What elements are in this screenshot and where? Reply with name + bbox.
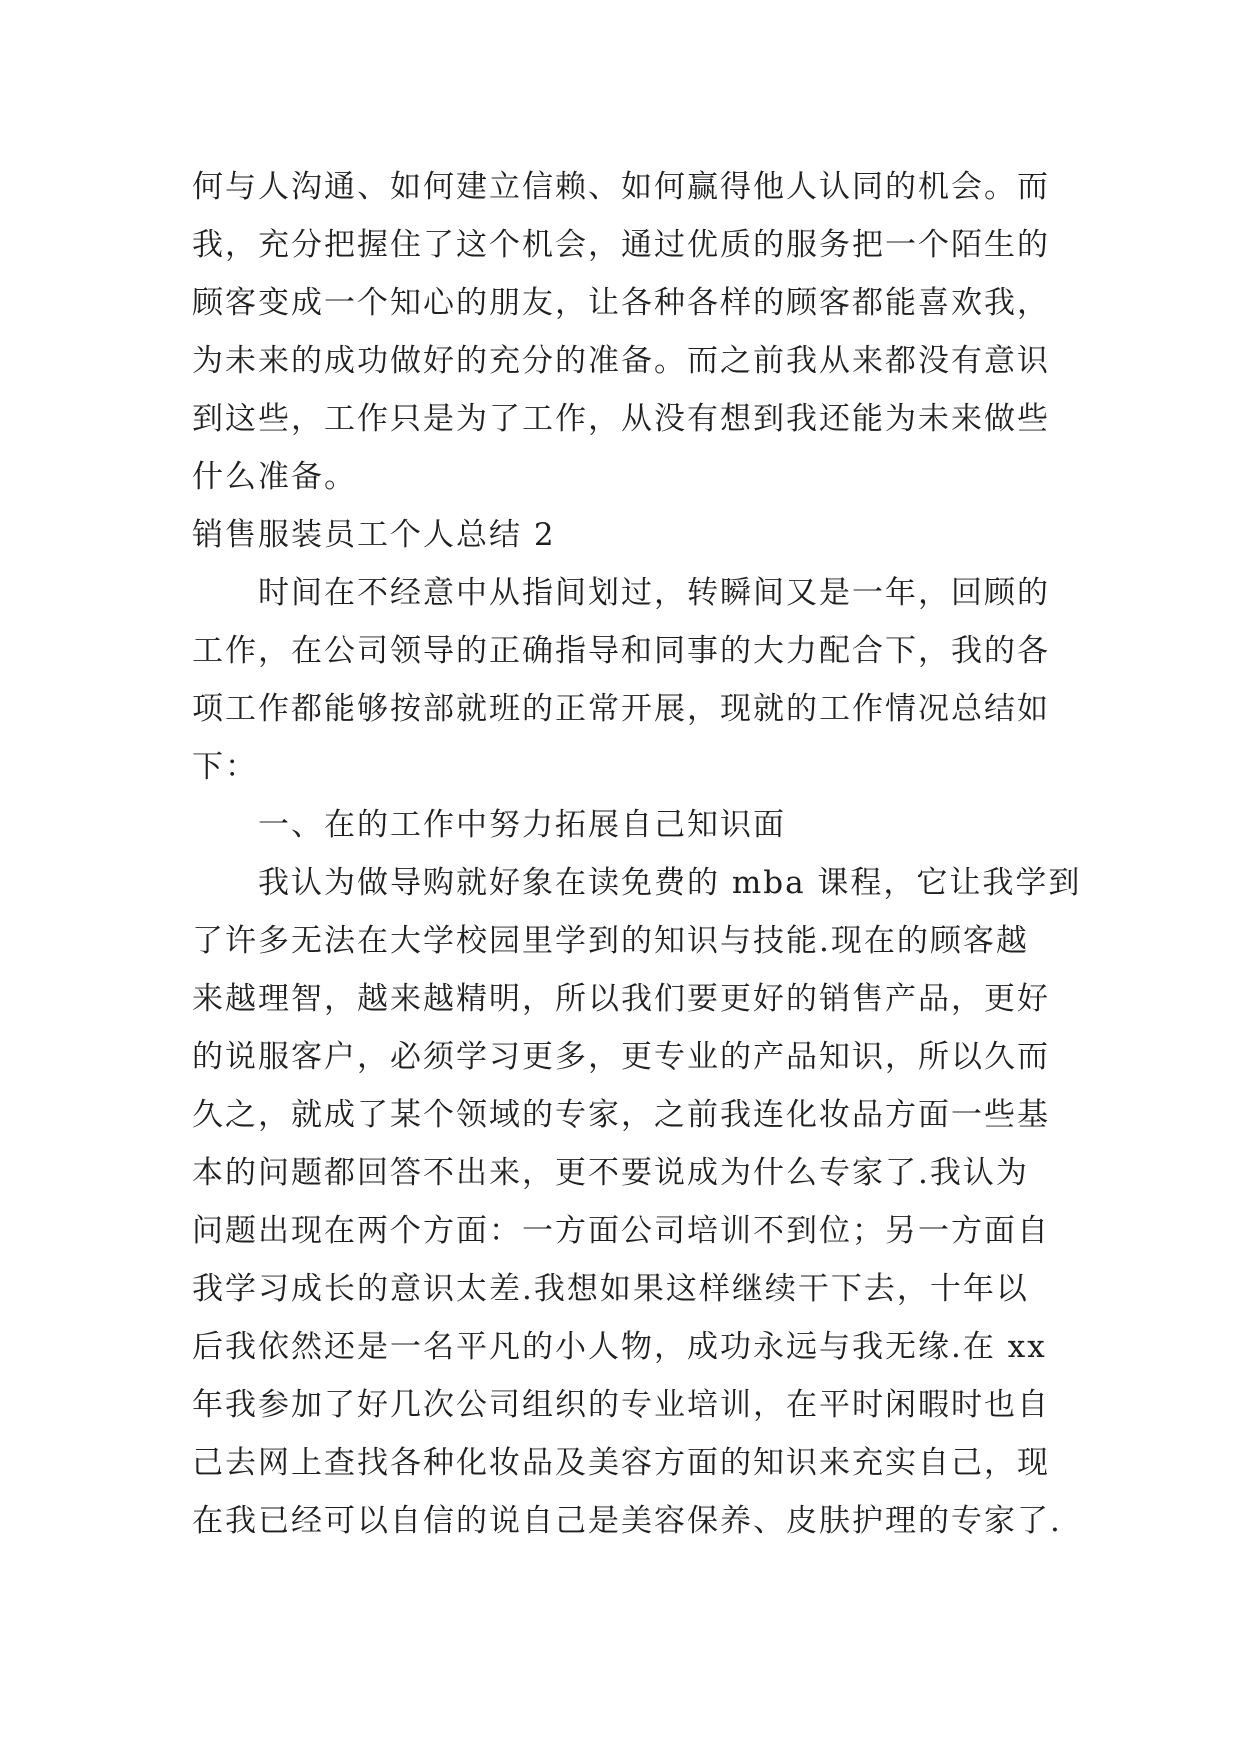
text-line: 我认为做导购就好象在读免费的 mba 课程，它让我学到 (258, 865, 1082, 901)
text-line: 项工作都能够按部就班的正常开展，现就的工作情况总结如 (192, 691, 1050, 727)
text-line: 时间在不经意中从指间划过，转瞬间又是一年，回顾的 (258, 575, 1050, 611)
text-line: 我，充分把握住了这个机会，通过优质的服务把一个陌生的 (192, 227, 1050, 263)
text-line: 在我已经可以自信的说自己是美容保养、皮肤护理的专家了. (192, 1503, 1062, 1539)
text-line: 什么准备。 (192, 459, 357, 495)
text-line: 的说服客户，必须学习更多，更专业的产品知识，所以久而 (192, 1039, 1050, 1075)
text-line: 久之，就成了某个领域的专家，之前我连化妆品方面一些基 (192, 1097, 1050, 1133)
text-line: 来越理智，越来越精明，所以我们要更好的销售产品，更好 (192, 981, 1050, 1017)
text-line: 己去网上查找各种化妆品及美容方面的知识来充实自己，现 (192, 1445, 1050, 1481)
text-line: 我学习成长的意识太差.我想如果这样继续干下去，十年以 (192, 1271, 1029, 1307)
subheading: 一、在的工作中努力拓展自己知识面 (258, 807, 786, 843)
text-line: 到这些，工作只是为了工作，从没有想到我还能为未来做些 (192, 401, 1050, 437)
text-line: 年我参加了好几次公司组织的专业培训，在平时闲暇时也自 (192, 1387, 1050, 1423)
text-line: 为未来的成功做好的充分的准备。而之前我从来都没有意识 (192, 343, 1050, 379)
text-line: 了许多无法在大学校园里学到的知识与技能.现在的顾客越 (192, 923, 1029, 959)
section-heading: 销售服装员工个人总结 2 (192, 517, 556, 553)
text-line: 工作，在公司领导的正确指导和同事的大力配合下，我的各 (192, 633, 1050, 669)
text-line: 问题出现在两个方面：一方面公司培训不到位；另一方面自 (192, 1213, 1050, 1249)
text-line: 后我依然还是一名平凡的小人物，成功永远与我无缘.在 xx (192, 1329, 1047, 1365)
text-line: 何与人沟通、如何建立信赖、如何赢得他人认同的机会。而 (192, 169, 1050, 205)
body-text (192, 158, 1082, 1550)
text-line: 本的问题都回答不出来，更不要说成为什么专家了.我认为 (192, 1155, 1029, 1191)
text-line: 下： (192, 749, 258, 785)
text-line: 顾客变成一个知心的朋友，让各种各样的顾客都能喜欢我， (192, 285, 1050, 321)
